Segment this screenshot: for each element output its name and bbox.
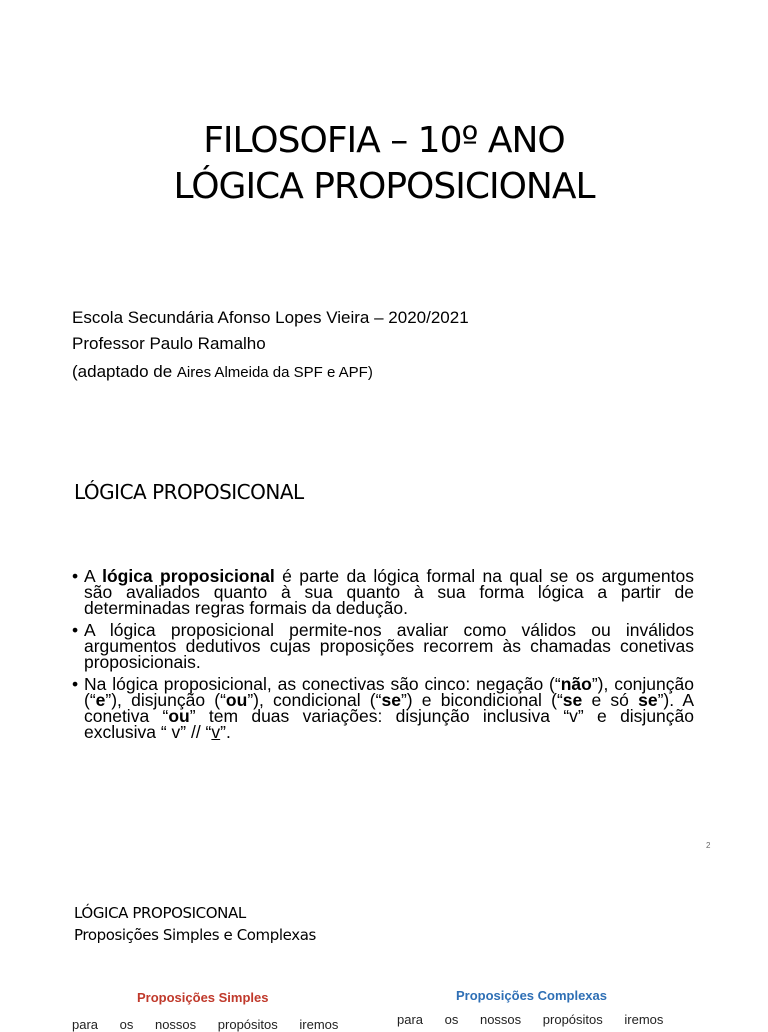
page-number: 2 <box>706 841 711 850</box>
slide-title-line2: LÓGICA PROPOSICIONAL <box>173 166 595 207</box>
bullet-item: • Na lógica proposicional, as conectivas são cinco: negação (“não”), conjunção (“e”), disjunção (“ou”), condicional (“se”) e bicondicional (“se e só se”). A conetiva “ou” tem duas variações: disjunção inclusiva “v” e disjunção exclusiva “ v” // “v”. <box>72 676 694 740</box>
term-logica-proposicional: lógica proposicional <box>102 566 275 586</box>
slide-3-heading: LÓGICA PROPOSICONAL <box>74 904 246 922</box>
slide-3-subheading: Proposições Simples e Complexas <box>74 926 316 944</box>
slide-title-line1: FILOSOFIA – 10º ANO <box>203 120 565 161</box>
complex-propositions-text: para os nossos propósitos iremos <box>397 1012 664 1027</box>
adapted-source: Aires Almeida da SPF e APF) <box>176 364 373 381</box>
bullet-item: • A lógica proposicional é parte da lógica formal na qual se os argumentos são avaliados quanto à sua quanto à sua forma lógica a partir de determinadas regras formais da dedução. <box>72 568 694 616</box>
teacher-name: Professor Paulo Ramalho <box>72 334 266 353</box>
school-name: Escola Secundária Afonso Lopes Vieira – 2020/2021 <box>72 308 469 327</box>
slide-2-heading: LÓGICA PROPOSICONAL <box>74 480 304 504</box>
adapted-prefix: (adaptado de <box>72 362 177 381</box>
bullet-item: • A lógica proposicional permite-nos avaliar como válidos ou inválidos argumentos dedutivos cujas proposições recorrem às chamadas conetivas proposicionais. <box>72 622 694 670</box>
simple-propositions-text: para os nossos propósitos iremos <box>72 1017 339 1032</box>
simple-propositions-title: Proposições Simples <box>137 990 269 1005</box>
complex-propositions-title: Proposições Complexas <box>456 988 607 1003</box>
